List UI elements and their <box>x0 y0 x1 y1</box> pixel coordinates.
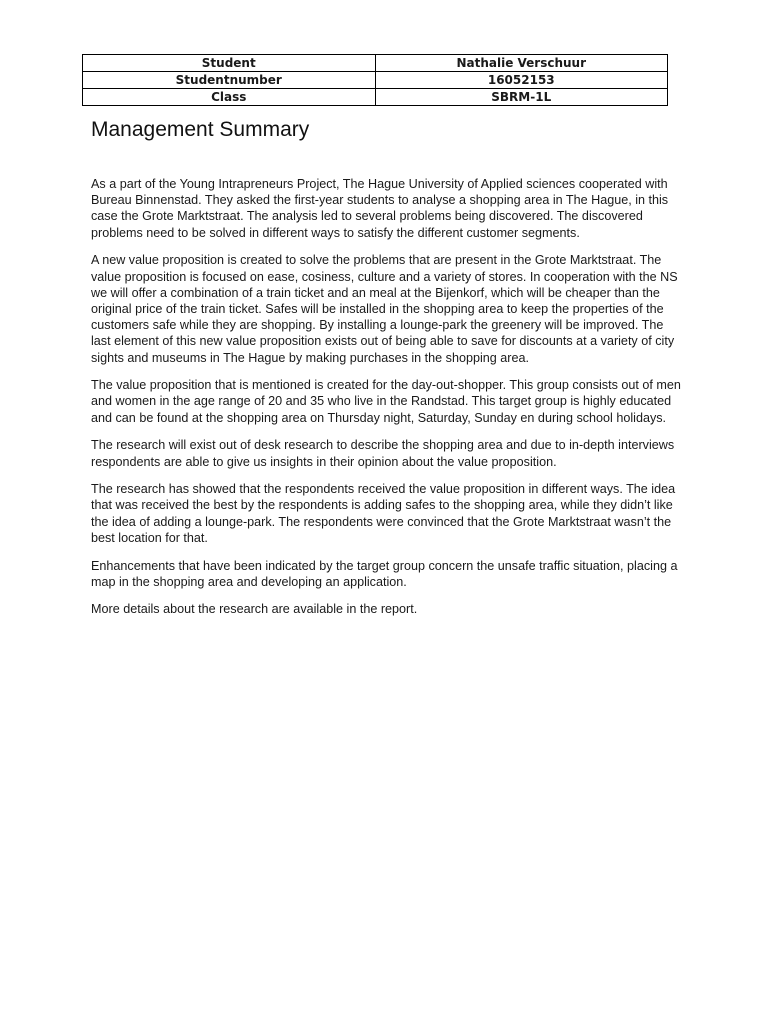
summary-body <box>91 176 681 629</box>
page-title: Management Summary <box>91 118 310 141</box>
table-row <box>83 55 668 72</box>
row-value: 16052153 <box>375 72 668 89</box>
paragraph: As a part of the Young Intrapreneurs Project, The Hague University of Applied sciences cooperated with Bureau Binnenstad. They asked the first-year students to analyse a shopping area in The Hague, in this case the Grote Marktstraat. The analysis led to several problems being discovered. The discovered problems need to be solved in different ways to satisfy the different customer segments. <box>91 177 669 240</box>
paragraph: The value proposition that is mentioned is created for the day-out-shopper. This group consists out of men and women in the age range of 20 and 35 who live in the Randstad. This target group is highly educated and can be found at the shopping area on Thursday night, Saturday, Sunday en during school holidays. <box>91 378 681 425</box>
paragraph: The research has showed that the respondents received the value proposition in different ways. The idea that was received the best by the respondents is adding safes to the shopping area, while they didn’t like the idea of adding a lounge-park. The respondents were convinced that the Grote Marktstraat wasn’t the best location for that. <box>91 482 676 545</box>
paragraph: The research will exist out of desk research to describe the shopping area and due to in-depth interviews respondents are able to give us insights in their opinion about the value proposition. <box>91 438 675 469</box>
row-value: SBRM-1L <box>375 89 668 106</box>
row-label: Class <box>83 89 376 106</box>
row-label: Studentnumber <box>83 72 376 89</box>
table-row <box>83 72 668 89</box>
row-value: Nathalie Verschuur <box>375 55 668 72</box>
paragraph: Enhancements that have been indicated by the target group concern the unsafe traffic situation, placing a map in the shopping area and developing an application. <box>91 558 678 589</box>
row-label: Student <box>83 55 376 72</box>
paragraph: More details about the research are available in the report. <box>91 602 418 617</box>
paragraph: A new value proposition is created to solve the problems that are present in the Grote Marktstraat. The value proposition is focused on ease, cosiness, culture and a variety of stores. In cooperation with the NS we will offer a combination of a train ticket and an meal at the Bijenkorf, which will be cheaper than the original price of the train ticket. Safes will be installed in the shopping area to keep the properties of the customers safe while they are shopping. By installing a lounge-park the greenery will be improved. The last element of this new value proposition exists out of being able to save for discounts at a variety of city sights and museums in The Hague by making purchases in the shopping area. <box>91 253 678 365</box>
table-row <box>83 89 668 106</box>
student-info-table <box>82 54 668 106</box>
